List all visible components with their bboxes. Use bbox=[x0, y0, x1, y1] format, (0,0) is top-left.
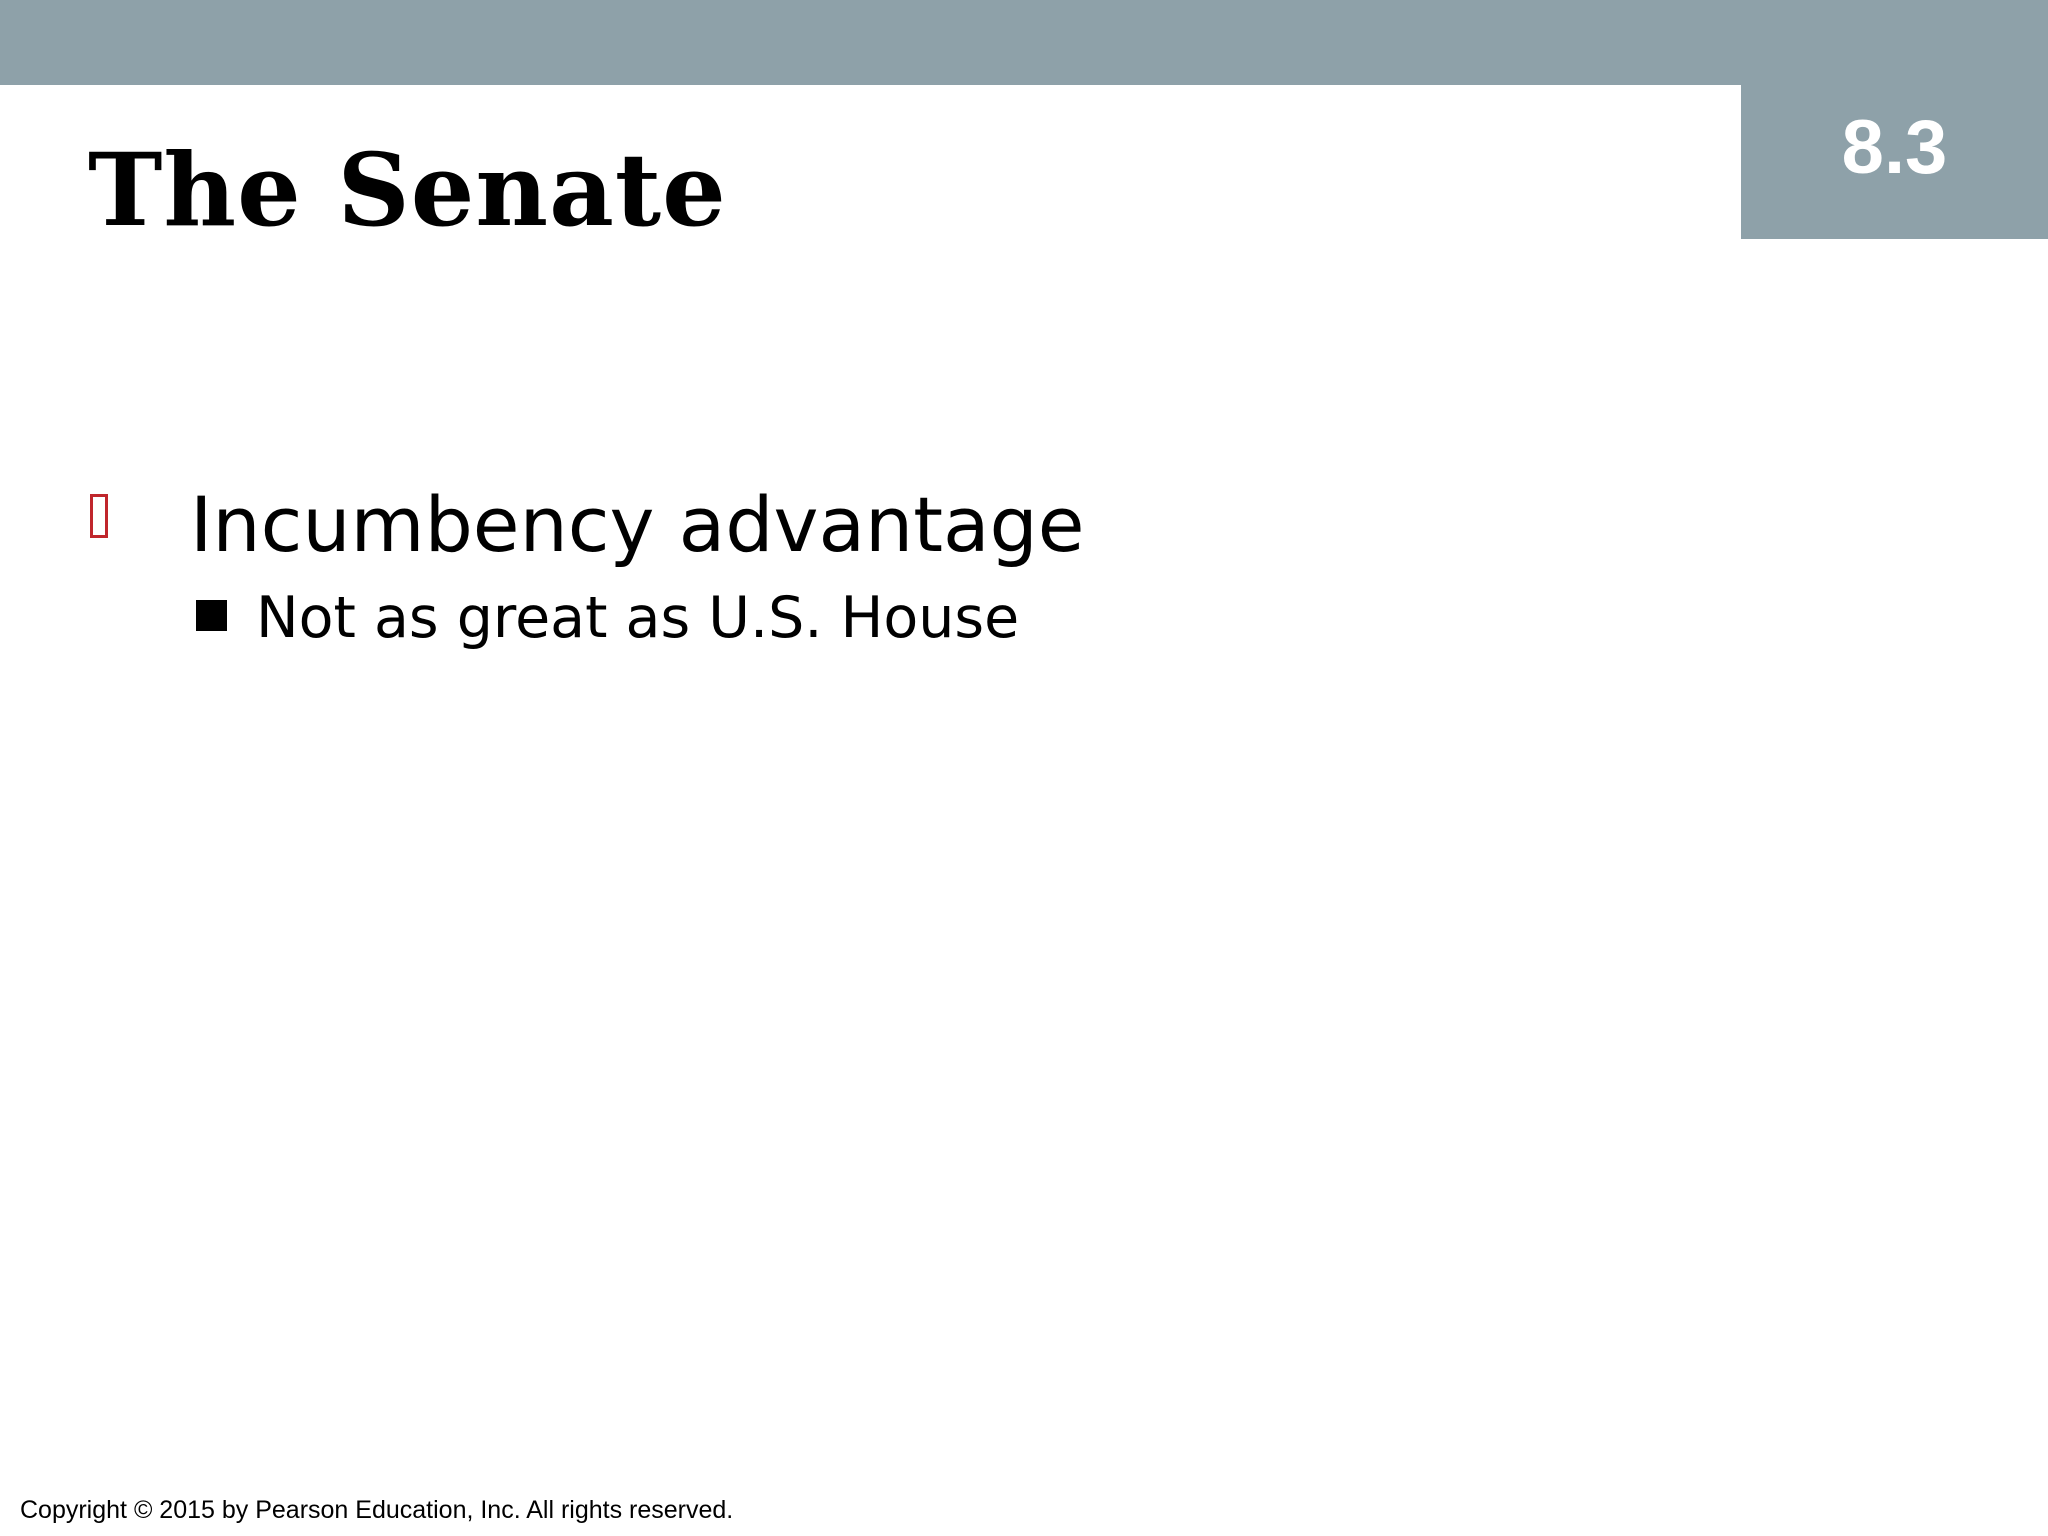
header-band bbox=[0, 0, 2048, 85]
bullet-text: Incumbency advantage bbox=[190, 480, 1085, 569]
hollow-square-icon bbox=[90, 494, 108, 538]
section-number: 8.3 bbox=[1841, 105, 1948, 190]
filled-square-icon bbox=[196, 600, 227, 631]
sub-bullet-text: Not as great as U.S. House bbox=[256, 585, 1020, 651]
copyright-footer: Copyright © 2015 by Pearson Education, Inc. All rights reserved. bbox=[20, 1496, 734, 1524]
slide-title: The Senate bbox=[88, 131, 727, 249]
